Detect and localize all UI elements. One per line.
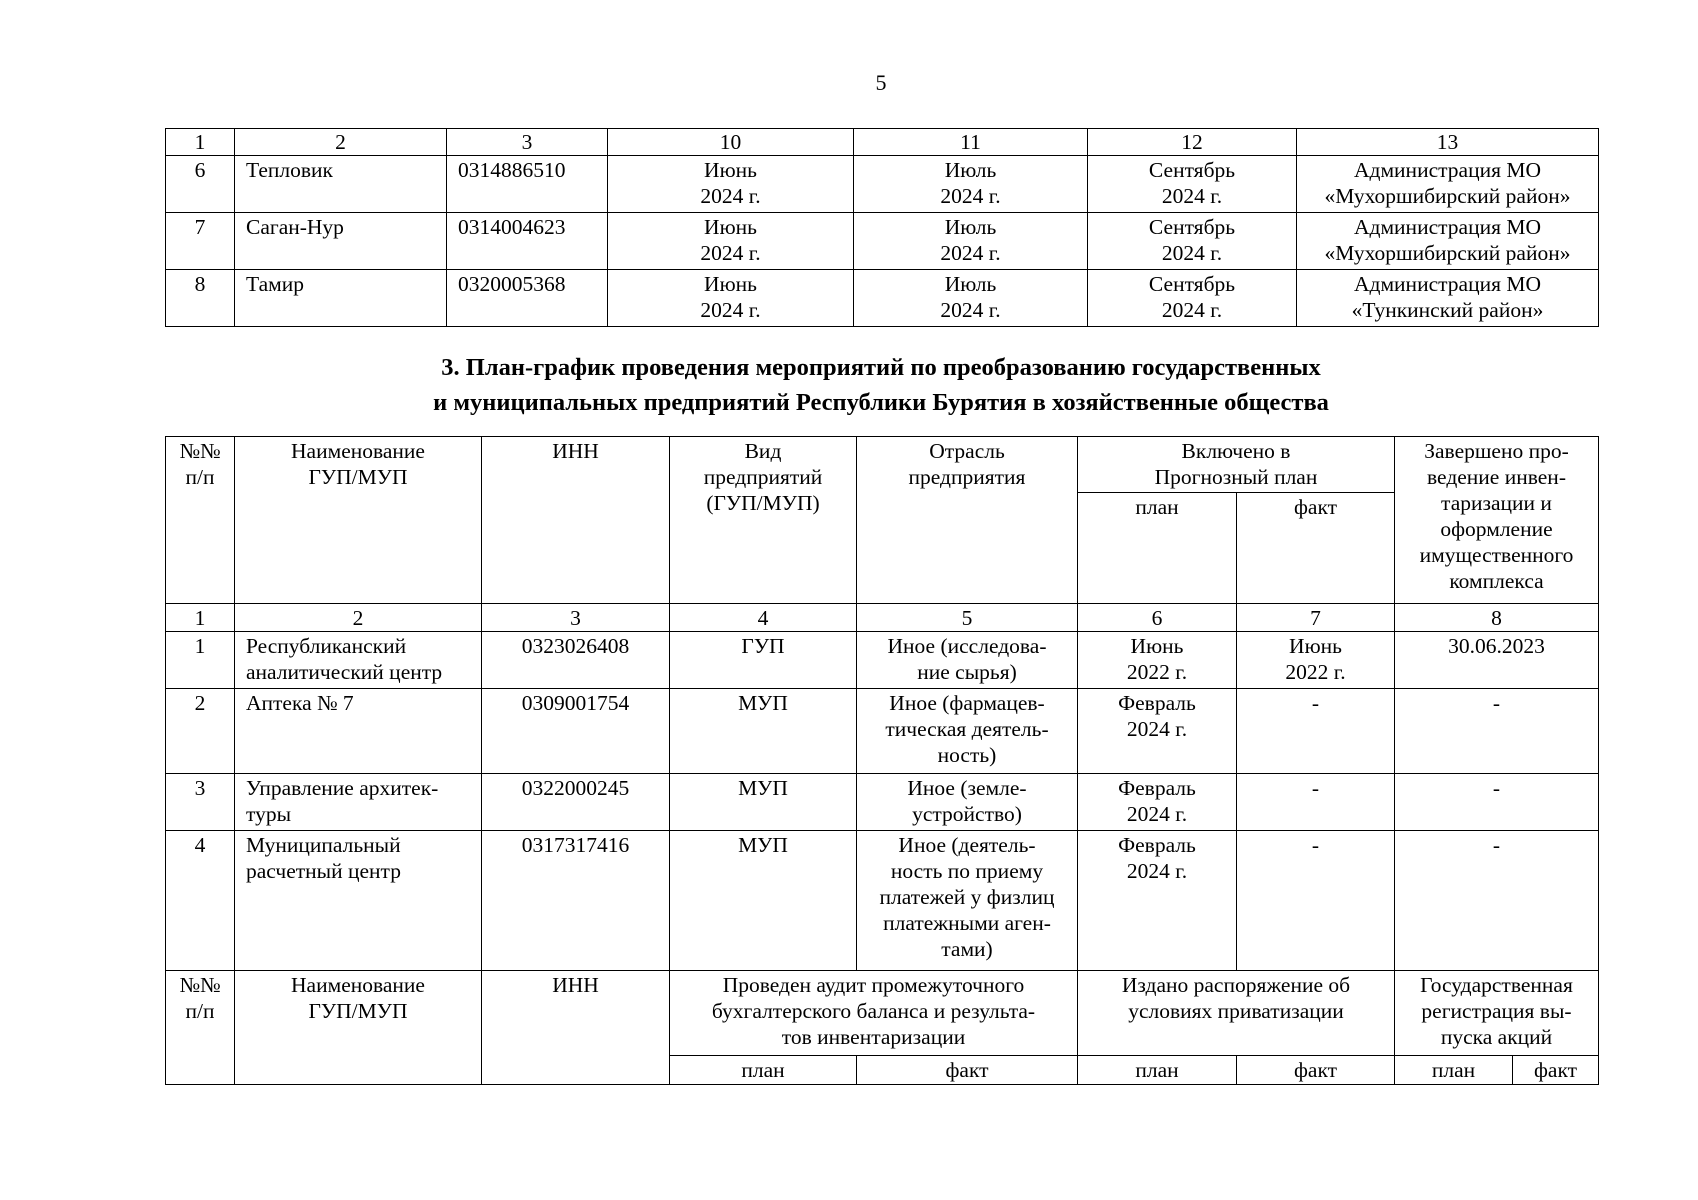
- header-num: №№ п/п: [166, 437, 235, 604]
- inn: 0314004623: [447, 213, 608, 270]
- header-type: Вид предприятий (ГУП/МУП): [670, 437, 857, 604]
- col-number: 12: [1088, 129, 1297, 156]
- header-fact: факт: [1237, 493, 1395, 604]
- fact-date: -: [1237, 774, 1395, 831]
- header2-plan: план: [670, 1056, 857, 1085]
- header2-order: Издано распоряжение об условиях приватизации: [1078, 971, 1395, 1056]
- inn: 0309001754: [482, 689, 670, 774]
- header2-plan: план: [1078, 1056, 1237, 1085]
- inn: 0314886510: [447, 156, 608, 213]
- enterprise-name: Тамир: [235, 270, 447, 327]
- col-number: 10: [608, 129, 854, 156]
- date-col-11: Июль 2024 г.: [854, 213, 1088, 270]
- table-row: [166, 689, 1599, 774]
- col-number: 7: [1237, 604, 1395, 632]
- branch: Иное (деятель- ность по приему платежей у физлиц платежными аген- тами): [857, 831, 1078, 971]
- header2-inn: ИНН: [482, 971, 670, 1085]
- col-number: 2: [235, 604, 482, 632]
- header-name: Наименование ГУП/МУП: [235, 437, 482, 604]
- date-col-12: Сентябрь 2024 г.: [1088, 213, 1297, 270]
- col-number: 3: [482, 604, 670, 632]
- continuation-table: [165, 128, 1599, 327]
- branch: Иное (фармацев- тическая деятель- ность): [857, 689, 1078, 774]
- col-number: 2: [235, 129, 447, 156]
- inn: 0320005368: [447, 270, 608, 327]
- fact-date: -: [1237, 689, 1395, 774]
- row-number: 8: [166, 270, 235, 327]
- col-number: 13: [1297, 129, 1599, 156]
- page-number: 5: [875, 70, 887, 95]
- col-number: 5: [857, 604, 1078, 632]
- plan-date: Февраль 2024 г.: [1078, 689, 1237, 774]
- header-row: [166, 437, 1599, 493]
- inn: 0323026408: [482, 632, 670, 689]
- header2-fact: факт: [857, 1056, 1078, 1085]
- enterprise-type: МУП: [670, 689, 857, 774]
- enterprise-type: МУП: [670, 774, 857, 831]
- col-number: 11: [854, 129, 1088, 156]
- date-col-11: Июль 2024 г.: [854, 156, 1088, 213]
- inn: 0322000245: [482, 774, 670, 831]
- col-number: 1: [166, 129, 235, 156]
- enterprise-name: Муниципальный расчетный центр: [235, 831, 482, 971]
- schedule-table: [165, 436, 1599, 1085]
- header-included: Включено в Прогнозный план: [1078, 437, 1395, 493]
- completed-date: 30.06.2023: [1395, 632, 1599, 689]
- section-title: 3. План-график проведения мероприятий по преобразованию государственных и муниципальных предприятий Республики Бурятия в хозяйственные общества: [433, 354, 1329, 416]
- enterprise-type: ГУП: [670, 632, 857, 689]
- row-number: 2: [166, 689, 235, 774]
- table-row: [166, 632, 1599, 689]
- completed-date: -: [1395, 774, 1599, 831]
- row-number: 4: [166, 831, 235, 971]
- enterprise-name: Аптека № 7: [235, 689, 482, 774]
- row-number: 7: [166, 213, 235, 270]
- column-number-row: [166, 129, 1599, 156]
- header2-num: №№ п/п: [166, 971, 235, 1085]
- enterprise-name: Тепловик: [235, 156, 447, 213]
- enterprise-type: МУП: [670, 831, 857, 971]
- date-col-10: Июнь 2024 г.: [608, 270, 854, 327]
- fact-date: -: [1237, 831, 1395, 971]
- enterprise-name: Управление архитек- туры: [235, 774, 482, 831]
- col-number: 6: [1078, 604, 1237, 632]
- header2-fact: факт: [1513, 1056, 1599, 1085]
- col-number: 8: [1395, 604, 1599, 632]
- table-row: [166, 831, 1599, 971]
- row-number: 3: [166, 774, 235, 831]
- fact-date: Июнь 2022 г.: [1237, 632, 1395, 689]
- plan-date: Июнь 2022 г.: [1078, 632, 1237, 689]
- date-col-10: Июнь 2024 г.: [608, 213, 854, 270]
- enterprise-name: Саган-Нур: [235, 213, 447, 270]
- table-row: [166, 270, 1599, 327]
- header-plan: план: [1078, 493, 1237, 604]
- row-number: 1: [166, 632, 235, 689]
- plan-date: Февраль 2024 г.: [1078, 831, 1237, 971]
- responsible: Администрация МО «Мухоршибирский район»: [1297, 213, 1599, 270]
- table-row: [166, 774, 1599, 831]
- date-col-10: Июнь 2024 г.: [608, 156, 854, 213]
- col-number: 1: [166, 604, 235, 632]
- completed-date: -: [1395, 689, 1599, 774]
- header2-audit: Проведен аудит промежуточного бухгалтерского баланса и результа- тов инвентаризации: [670, 971, 1078, 1056]
- date-col-12: Сентябрь 2024 г.: [1088, 156, 1297, 213]
- col-number: 4: [670, 604, 857, 632]
- header2-fact: факт: [1237, 1056, 1395, 1085]
- table-row: [166, 156, 1599, 213]
- enterprise-name: Республиканский аналитический центр: [235, 632, 482, 689]
- date-col-11: Июль 2024 г.: [854, 270, 1088, 327]
- column-number-row: [166, 604, 1599, 632]
- table-row: [166, 213, 1599, 270]
- header2-name: Наименование ГУП/МУП: [235, 971, 482, 1085]
- row-number: 6: [166, 156, 235, 213]
- header2-row: [166, 971, 1599, 1056]
- header-completed: Завершено про- ведение инвен- таризации и оформление имущественного комплекса: [1395, 437, 1599, 604]
- branch: Иное (земле- устройство): [857, 774, 1078, 831]
- col-number: 3: [447, 129, 608, 156]
- inn: 0317317416: [482, 831, 670, 971]
- responsible: Администрация МО «Мухоршибирский район»: [1297, 156, 1599, 213]
- responsible: Администрация МО «Тункинский район»: [1297, 270, 1599, 327]
- completed-date: -: [1395, 831, 1599, 971]
- branch: Иное (исследова- ние сырья): [857, 632, 1078, 689]
- header2-plan: план: [1395, 1056, 1513, 1085]
- header-inn: ИНН: [482, 437, 670, 604]
- header2-registration: Государственная регистрация вы- пуска акций: [1395, 971, 1599, 1056]
- plan-date: Февраль 2024 г.: [1078, 774, 1237, 831]
- date-col-12: Сентябрь 2024 г.: [1088, 270, 1297, 327]
- header-branch: Отрасль предприятия: [857, 437, 1078, 604]
